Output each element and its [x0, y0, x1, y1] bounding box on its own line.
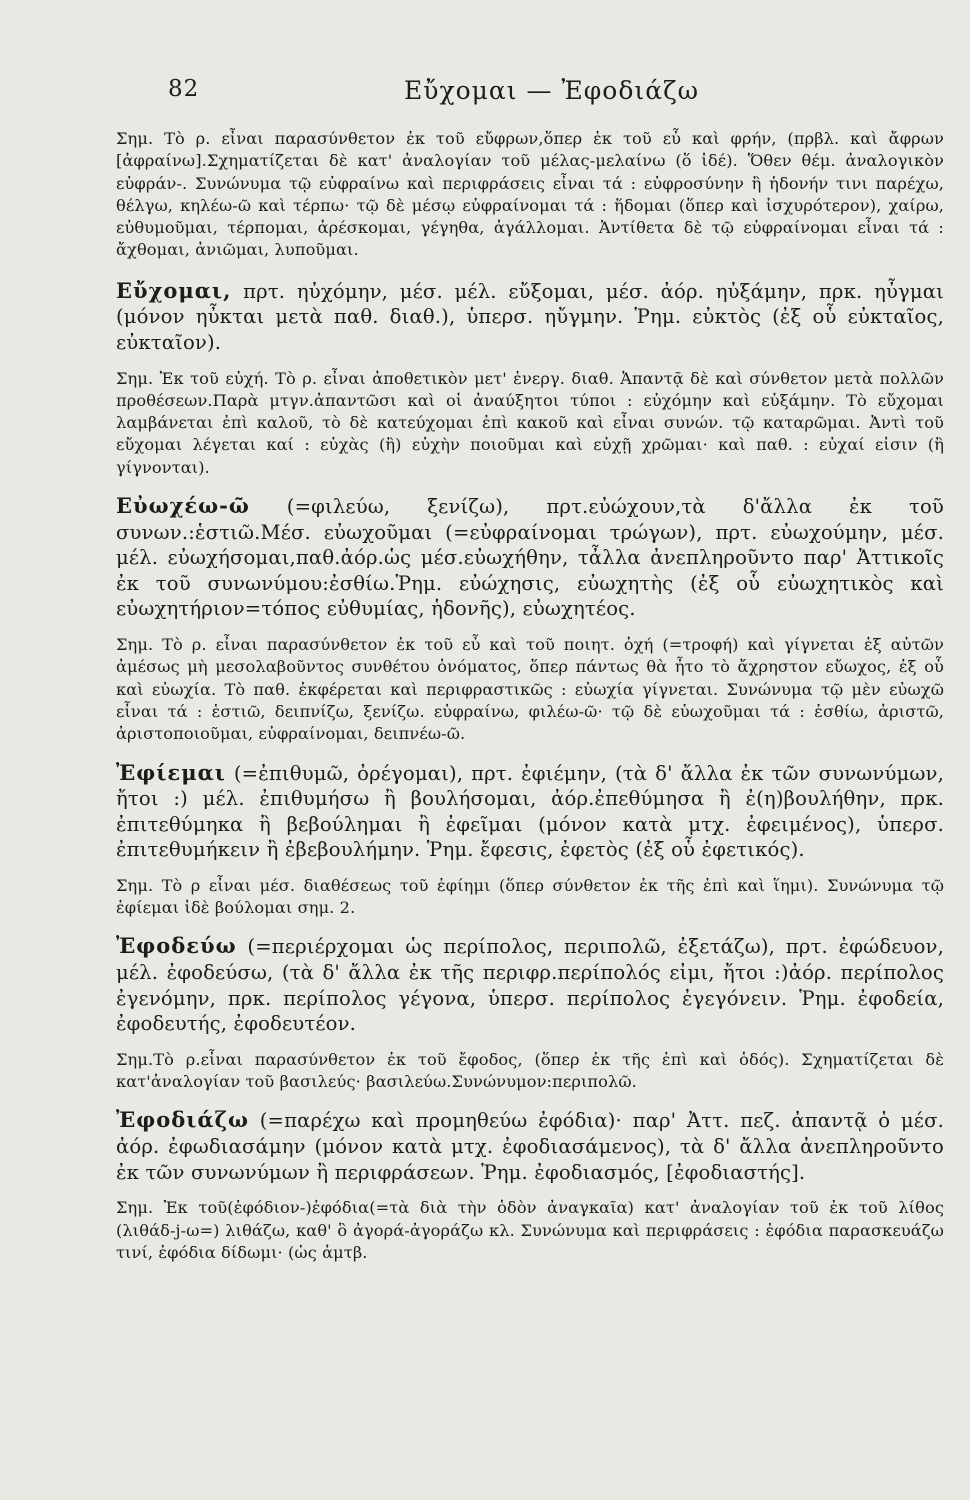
note-paragraph: Σημ. Τὸ ρ. εἶναι παρασύνθετον ἐκ τοῦ εὔφρων,ὅπερ ἐκ τοῦ εὖ καὶ φρήν, (πρβλ. καὶ ἄφρων [ἀφραίνω].Σχηματίζεται δὲ κατ' ἀναλογίαν τοῦ μέλας-μελαίνω (ὅ ἰδέ). Ὅθεν θέμ. ἀναλογικὸν εὐφράν-. Συνώνυμα τῷ εὐφραίνω καὶ περιφράσεις εἶναι τά : εὐφροσύνην ἢ ἡδονήν τινι παρέχω, θέλγω, κηλέω-ῶ καὶ τέρπω· τῷ δὲ μέσῳ εὐφραίνομαι τά : ἥδομαι (ὅπερ καὶ ἰσχυρότερον), χαίρω, εὐθυμοῦμαι, τέρπομαι, ἀρέσκομαι, γέγηθα, ἀγάλλομαι. Ἀντίθετα δὲ τῷ εὐφραίνομαι εἶναι τά : ἄχθομαι, ἀνιῶμαι, λυποῦμαι. [116, 129, 944, 260]
entry-body: (=ἐπιθυμῶ, ὀρέγομαι), πρτ. ἐφιέμην, (τὰ δ' ἄλλα ἐκ τῶν συνωνύμων, ἤτοι :) μέλ. ἐπιθυμήσω ἢ βουλήσομαι, ἀόρ.ἐπεθύμησα ἢ ἐ(η)βουλήθην, πρκ. ἐπιτεθύμηκα ἢ βεβούλημαι ἢ ἐφεῖμαι (μόνον κατὰ μτχ. ἐφειμένος), ὑπερσ. ἐπιτεθυμήκειν ἢ ἐβεβουλήμην. Ῥημ. ἔφεσις, ἐφετὸς (ἐξ οὗ ἐφετικός). [116, 761, 944, 862]
dictionary-entry [116, 493, 944, 622]
note-paragraph: Σημ. Ἐκ τοῦ(ἐφόδιον-)ἐφόδια(=τὰ διὰ τὴν ὁδὸν ἀναγκαῖα) κατ' ἀναλογίαν τοῦ ἐκ τοῦ λίθος (λιθάδ-j-ω=) λιθάζω, καθ' ὃ ἀγορά-ἀγοράζω κλ. Συνώνυμα καὶ περιφράσεις : ἐφόδια παρασκευάζω τινί, ἐφόδια δίδωμι· (ὡς ἀμτβ. [116, 1198, 944, 1262]
dictionary-entry [116, 1107, 944, 1185]
entry-headword: Εὐωχέω-ῶ [116, 493, 250, 519]
note-paragraph: Σημ. Τὸ ρ. εἶναι παρασύνθετον ἐκ τοῦ εὖ καὶ τοῦ ποιητ. ὀχή (=τροφή) καὶ γίγνεται ἐξ αὐτῶν ἀμέσως μὴ μεσολαβοῦντος συνθέτου ὀνόματος, ὅπερ πάντως θὰ ἦτο τὸ ἄχρηστον εὔωχος, ἐξ οὗ καὶ εὐωχία. Τὸ παθ. ἐκφέρεται καὶ περιφραστικῶς : εὐωχία γίγνεται. Συνώνυμα τῷ μὲν εὐωχῶ εἶναι τά : ἑστιῶ, δειπνίζω, ξενίζω. εὐφραίνω, φιλέω-ῶ· τῷ δὲ εὐωχοῦμαι τά : ἐσθίω, ἀριστῶ, ἀριστοποιοῦμαι, εὐφραίνομαι, δειπνέω-ῶ. [116, 635, 944, 744]
note-paragraph: Σημ.Τὸ ρ.εἶναι παρασύνθετον ἐκ τοῦ ἔφοδος, (ὅπερ ἐκ τῆς ἐπὶ καὶ ὁδός). Σχηματίζεται δὲ κατ'ἀναλογίαν τοῦ βασιλεύς· βασιλεύω.Συνώνυμον:περιπολῶ. [116, 1049, 944, 1092]
note-paragraph: Σημ. Ἐκ τοῦ εὐχή. Τὸ ρ. εἶναι ἀποθετικὸν μετ' ἐνεργ. διαθ. Ἀπαντᾷ δὲ καὶ σύνθετον μετὰ πολλῶν προθέσεων.Παρὰ μτγν.ἀπαντῶσι καὶ οἱ ἀναύξητοι τύποι : εὐχόμην καὶ εὐξάμην. Τὸ εὔχομαι λαμβάνεται ἐπὶ καλοῦ, τὸ δὲ κατεύχομαι ἐπὶ κακοῦ καὶ εἶναι συνών. τῷ καταρῶμαι. Ἀντὶ τοῦ εὔχομαι λέγεται καί : εὐχὰς (ἢ) εὐχὴν ποιοῦμαι καὶ εὐχῇ χρῶμαι· καὶ παθ. : εὐχαί εἰσιν (ἢ γίγνονται). [116, 368, 944, 477]
entry-body: (=περιέρχομαι ὡς περίπολος, περιπολῶ, ἐξετάζω), πρτ. ἐφώδευον, μέλ. ἐφοδεύσω, (τὰ δ' ἄλλα ἐκ τῆς περιφρ.περίπολός εἰμι, ἤτοι :)ἀόρ. περίπολος ἐγενόμην, πρκ. περίπολος γέγονα, ὑπερσ. περίπολος ἐγεγόνειν. Ῥημ. ἐφοδεία, ἐφοδευτής, ἐφοδευτέον. [116, 935, 944, 1036]
running-head: Εὔχομαι — Ἐφοδιάζω [404, 76, 700, 105]
entry-headword: Ἐφοδιάζω [116, 1107, 250, 1133]
note-paragraph: Σημ. Τὸ ρ εἶναι μέσ. διαθέσεως τοῦ ἐφίημι (ὅπερ σύνθετον ἐκ τῆς ἐπὶ καὶ ἵημι). Συνώνυμα τῷ ἐφίεμαι ἰδὲ βούλομαι σημ. 2. [116, 875, 944, 918]
dictionary-entry [116, 933, 944, 1036]
entry-body: (=παρέχω καὶ προμηθεύω ἐφόδια)· παρ' Ἀττ. πεζ. ἀπαντᾷ ὁ μέσ. ἀόρ. ἐφωδιασάμην (μόνον κατὰ μτχ. ἐφοδιασάμενος), τὰ δ' ἄλλα ἀνεπληροῦντο ἐκ τῶν συνωνύμων ἢ περιφράσεων. Ῥημ. ἐφοδιασμός, [ἐφοδιαστής]. [116, 1109, 944, 1184]
entry-body: (=φιλεύω, ξενίζω), πρτ.εὐώχουν,τὰ δ'ἄλλα ἐκ τοῦ συνων.:ἑστιῶ.Μέσ. εὐωχοῦμαι (=εὐφραίνομαι τρώγων), πρτ. εὐωχούμην, μέσ. μέλ. εὐωχήσομαι,παθ.ἀόρ.ὡς μέσ.εὐωχήθην, τἆλλα ἀνεπληροῦντο παρ' Ἀττικοῖς ἐκ τοῦ συνωνύμου:ἐσθίω.Ῥημ. εὐώχησις, εὐωχητὴς (ἐξ οὗ εὐωχητικὸς καὶ εὐωχητήριον=τόπος εὐθυμίας, ἡδονῆς), εὐωχητέος. [116, 495, 944, 621]
entry-headword: Ἐφίεμαι [116, 759, 226, 785]
dictionary-entry [116, 278, 944, 356]
dictionary-entry [116, 760, 944, 863]
entry-headword: Εὔχομαι, [116, 277, 232, 303]
page-content [116, 128, 944, 1278]
page-header [168, 76, 940, 108]
entry-headword: Ἐφοδεύω [116, 933, 237, 959]
page-number: 82 [168, 76, 200, 102]
entry-body: πρτ. ηὐχόμην, μέσ. μέλ. εὔξομαι, μέσ. ἀόρ. ηὐξάμην, πρκ. ηὖγμαι (μόνον ηὖκται μετὰ παθ. διαθ.), ὑπερσ. ηὔγμην. Ῥημ. εὐκτὸς (ἐξ οὗ εὐκταῖος, εὐκταῖον). [116, 279, 944, 354]
